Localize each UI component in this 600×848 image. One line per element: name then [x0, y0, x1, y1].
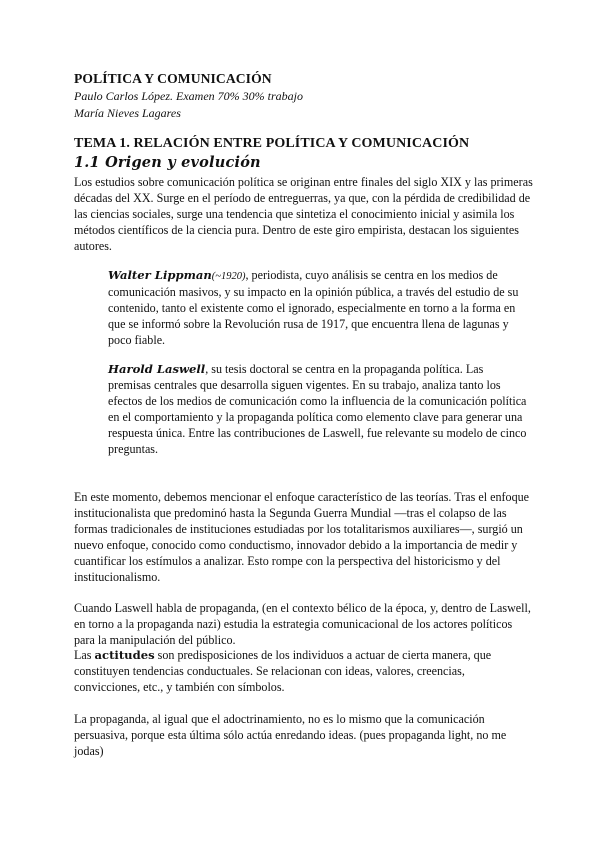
laswell-paragraph	[108, 362, 528, 457]
author-line-1: Paulo Carlos López. Examen 70% 30% trabajo	[74, 89, 303, 103]
enfoque-paragraph: En este momento, debemos mencionar el enfoque característico de las teorías. Tras el enfoque institucionalista que predominó hasta la Segunda Guerra Mundial —tras el colapso de las formas tradicionales de instituciones estudiadas por los totalitarismos auxiliares—, surgió un nuevo enfoque, conocido como conductismo, innovador debido a la importancia de medir y cuantificar los estímulos a analizar. Esto rompe con la perspectiva del historicismo y del institucionalismo.	[74, 490, 530, 584]
actitudes-paragraph	[74, 648, 534, 696]
laswell-text: , su tesis doctoral se centra en la propaganda política. Las premisas centrales que desarrolla siguen vigentes. En su trabajo, analiza tanto los efectos de los medios de comunicación como la influencia de la comunicación política en el comportamiento y la propaganda política como elemento clave para generar una respuesta única. Entre las contribuciones de Laswell, fue relevante su modelo de cinco preguntas.	[108, 362, 527, 456]
actitudes-text: son predisposiciones de los individuos a actuar de cierta manera, que constituyen tendencias conductuales. Se relacionan con ideas, valores, creencias, convicciones, etc., y también con símbolos.	[74, 648, 492, 694]
lippman-dates: (~1920)	[211, 271, 246, 282]
document-title: POLÍTICA Y COMUNICACIÓN	[74, 71, 272, 86]
tema-heading: TEMA 1. RELACIÓN ENTRE POLÍTICA Y COMUNICACIÓN	[74, 136, 470, 151]
laswell-name: Harold Laswell	[108, 362, 206, 376]
closing-paragraph: La propaganda, al igual que el adoctrinamiento, no es lo mismo que la comunicación persuasiva, porque esta última sólo actúa enredando ideas. (pues propaganda light, no me jodas)	[74, 712, 507, 758]
intro-paragraph: Los estudios sobre comunicación política se originan entre finales del siglo XIX y las primeras décadas del XX. Surge en el período de entreguerras, ya que, con la pérdida de credibilidad de las ciencias sociales, surge una tendencia que sintetiza el conocimiento inicial y asimila los métodos científicos de la ciencia pura. Dentro de este giro empirista, destacan los siguientes autores.	[74, 175, 533, 253]
section-heading: 1.1 Origen y evolución	[74, 154, 261, 171]
actitudes-word: actitudes	[94, 648, 155, 662]
lippman-paragraph	[108, 268, 528, 349]
actitudes-pre: Las	[74, 648, 95, 662]
author-line-2: María Nieves Lagares	[74, 106, 181, 120]
propaganda-paragraph: Cuando Laswell habla de propaganda, (en el contexto bélico de la época, y, dentro de Laswell, en torno a la propaganda nazi) estudia la estrategia comunicacional de los actores políticos para la manipulación del público.	[74, 601, 531, 647]
lippman-name: Walter Lippman	[108, 268, 212, 282]
lippman-text: , periodista, cuyo análisis se centra en los medios de comunicación masivos, y su impacto en la opinión pública, a través del estudio de su contenido, tanto el existente como el ignorado, especialmente en torno a la forma en que se informó sobre la Revolución rusa de 1917, que encuentra llena de lagunas y poco fiable.	[108, 268, 519, 347]
